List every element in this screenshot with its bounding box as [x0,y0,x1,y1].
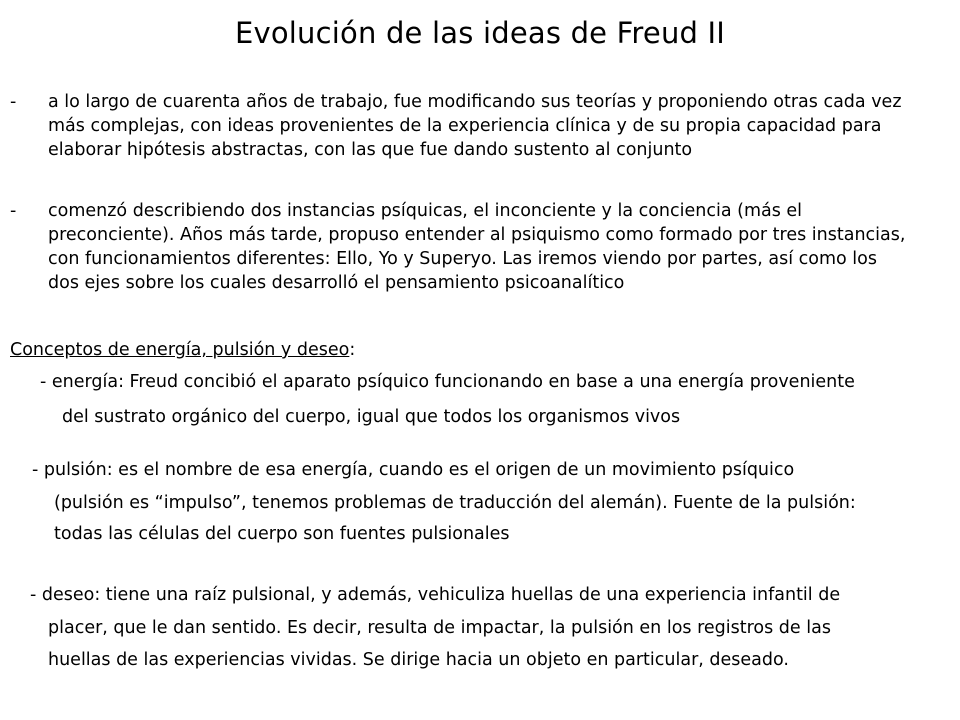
section-heading [10,338,355,362]
deseo-line-3: huellas de las experiencias vividas. Se dirige hacia un objeto en particular, deseado. [48,650,789,670]
pulsion-line-2: (pulsión es “impulso”, tenemos problemas de traducción del alemán). Fuente de la pulsión: [54,493,856,513]
bullet-item [10,199,910,295]
bullet-text: a lo largo de cuarenta años de trabajo, fue modificando sus teorías y proponiendo otras cada vez más complejas, con ideas provenientes de la experiencia clínica y de su propia capacidad para elaborar hipótesis abstractas, con las que fue dando sustento al conjunto [48,92,902,160]
pulsion-line-1: - pulsión: es el nombre de esa energía, cuando es el origen de un movimiento psíquico [32,460,795,480]
energia-line-1: - energía: Freud concibió el aparato psíquico funcionando en base a una energía proveniente [40,372,855,392]
bullet-item [10,90,910,162]
section-heading-colon: : [349,340,356,360]
section-heading-text: Conceptos de energía, pulsión y deseo [10,340,350,360]
slide-title: Evolución de las ideas de Freud II [234,16,726,50]
bullet-dash: - [10,92,17,112]
pulsion-line-3: todas las células del cuerpo son fuentes pulsionales [54,524,510,544]
bullet-dash: - [10,201,17,221]
bullet-text: comenzó describiendo dos instancias psíquicas, el inconciente y la conciencia (más el preconciente). Años más tarde, propuso entender al psiquismo como formado por tres instancias, con funcionamientos diferentes: Ello, Yo y Superyo. Las iremos viendo por partes, así como los dos ejes sobre los cuales desarrolló el pensamiento psicoanalítico [48,201,906,293]
deseo-line-2: placer, que le dan sentido. Es decir, resulta de impactar, la pulsión en los registros de las [48,618,831,638]
energia-line-2: del sustrato orgánico del cuerpo, igual que todos los organismos vivos [62,407,681,427]
deseo-line-1: - deseo: tiene una raíz pulsional, y además, vehiculiza huellas de una experiencia infantil de [30,585,841,605]
